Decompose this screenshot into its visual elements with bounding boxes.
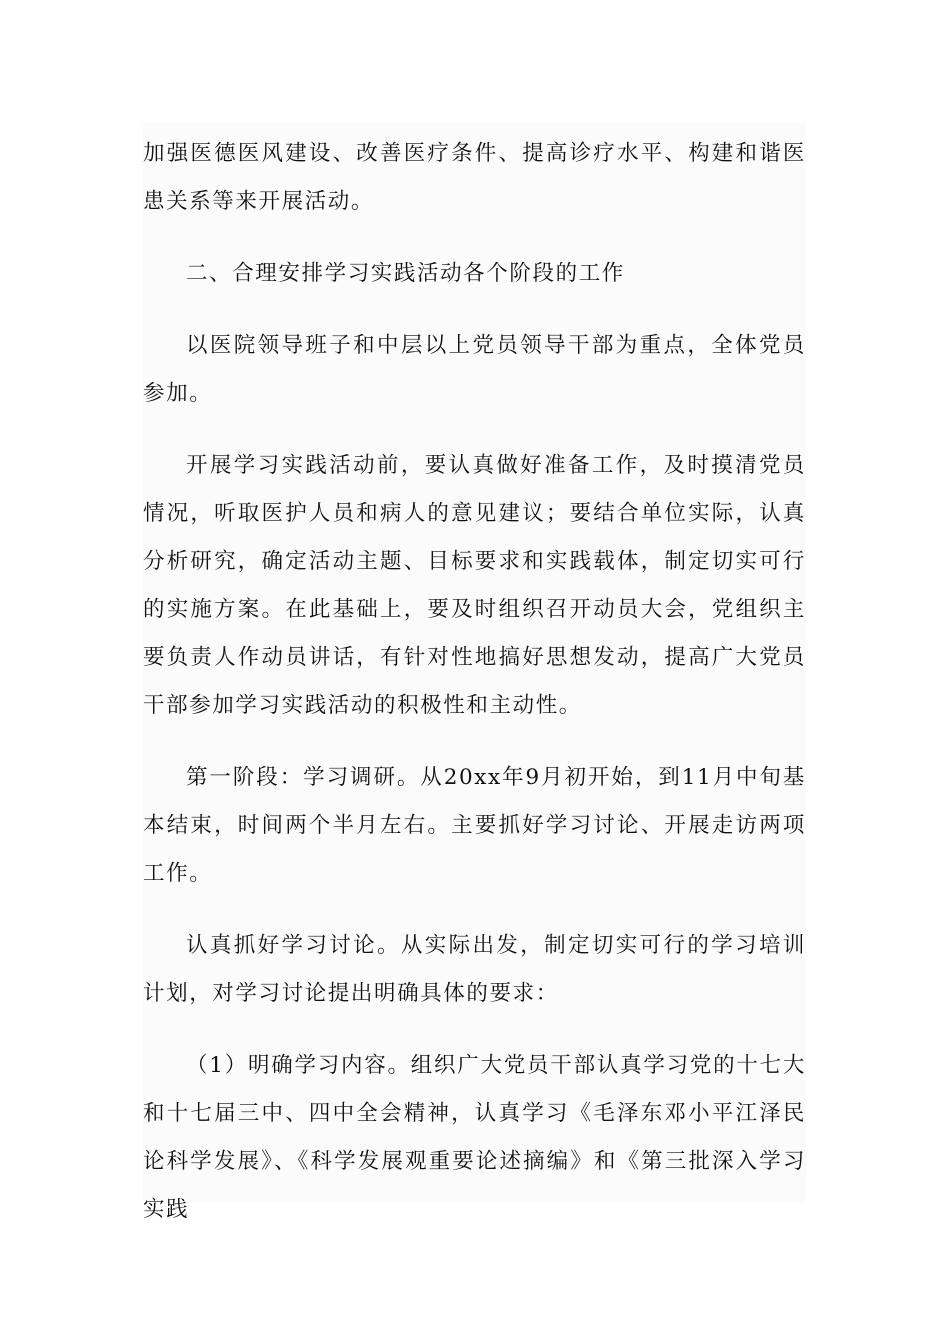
paragraph-stage-one: 第一阶段：学习调研。从20xx年9月初开始，到11月中旬基本结束，时间两个半月左右。主要抓好学习讨论、开展走访两项工作。 (143, 765, 806, 886)
paragraph-scope: 以医院领导班子和中层以上党员领导干部为重点，全体党员参加。 (143, 333, 806, 406)
paragraph-study-content: （1）明确学习内容。组织广大党员干部认真学习党的十七大和十七届三中、四中全会精神，认真学习《毛泽东邓小平江泽民论科学发展》、《科学发展观重要论述摘编》和《第三批深入学习实践 (143, 1053, 806, 1222)
section-heading: 二、合理安排学习实践活动各个阶段的工作 (186, 261, 625, 286)
paragraph-study-discussion: 认真抓好学习讨论。从实际出发，制定切实可行的学习培训计划，对学习讨论提出明确具体的要求： (143, 933, 806, 1006)
paragraph-preparation: 开展学习实践活动前，要认真做好准备工作，及时摸清党员情况，听取医护人员和病人的意见建议；要结合单位实际，认真分析研究，确定活动主题、目标要求和实践载体，制定切实可行的实施方案。在此基础上，要及时组织召开动员大会，党组织主要负责人作动员讲话，有针对性地搞好思想发动，提高广大党员干部参加学习实践活动的积极性和主动性。 (143, 453, 806, 718)
document-body (143, 130, 806, 1234)
paragraph-continuation: 加强医德医风建设、改善医疗条件、提高诊疗水平、构建和谐医患关系等来开展活动。 (143, 141, 806, 214)
